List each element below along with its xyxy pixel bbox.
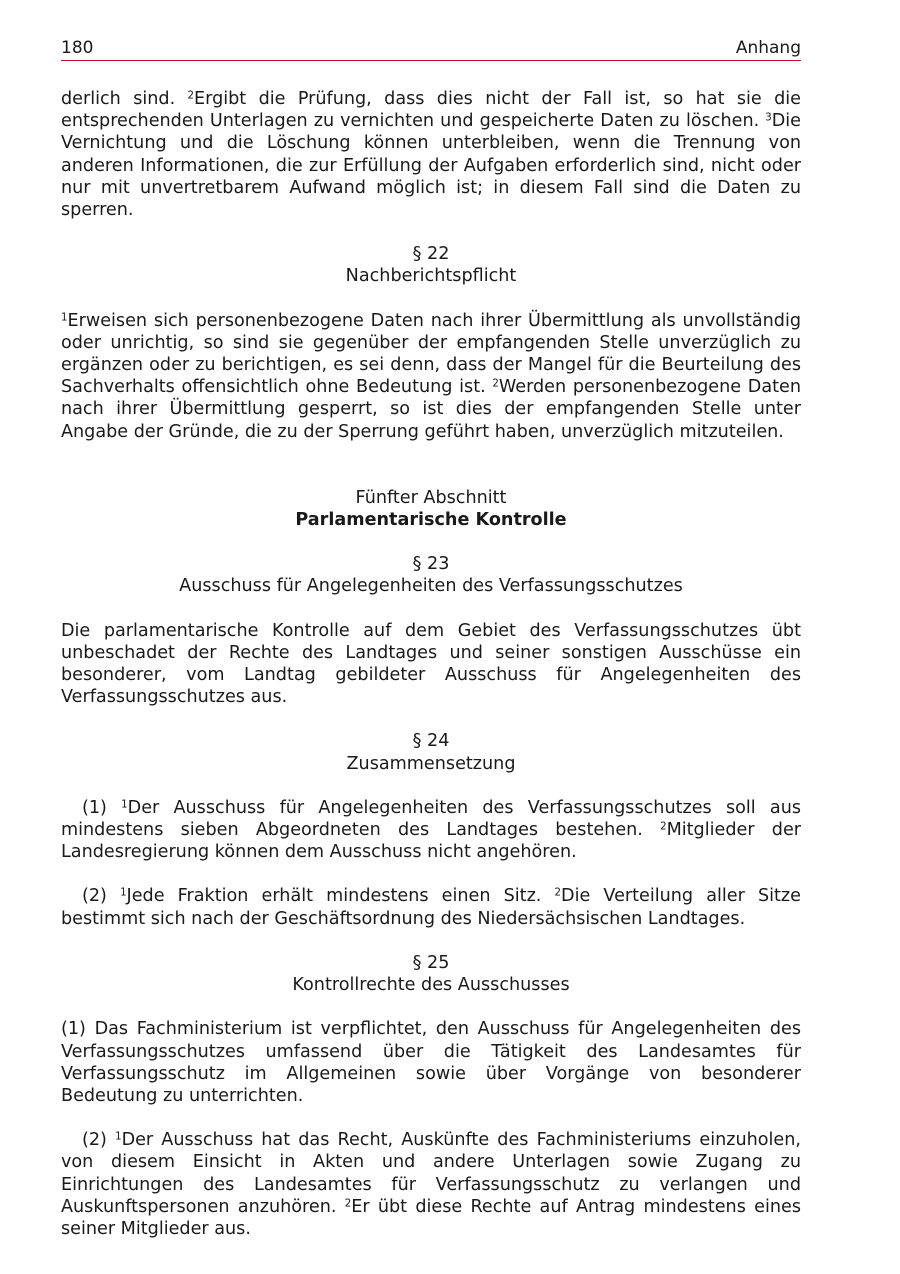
section-title-22: Nachberichtspflicht: [345, 266, 517, 287]
text-run: Die Vernichtung und die Löschung können unterbleiben, wenn die Trennung von anderen Informationen, die zur Erfüllung der Aufgaben erforderlich sind, nicht oder nur mit unvertretbarem Aufwand möglich ist; in diesem Fall sind die Daten zu sperren.: [61, 111, 801, 221]
page-header: [61, 38, 801, 61]
running-section-title: Anhang: [735, 38, 801, 58]
text-run: Jede Fraktion erhält mindestens einen Sitz.: [126, 886, 555, 907]
document-page: [61, 38, 801, 1240]
section-23-text: Die parlamentarische Kontrolle auf dem Gebiet des Verfassungsschutzes übt unbeschadet der Rechte des Landtages und seiner sonstigen Ausschüsse ein besonderer, vom Landtag gebildeter Ausschuss für Angelegenheiten des Verfassungsschutzes aus.: [61, 620, 801, 708]
section-25-paragraph-1: (1) Das Fachministerium ist verpflichtet, den Ausschuss für Angelegenheiten des Verfassungsschutzes umfassend über die Tätigkeit des Landesamtes für Verfassungsschutz im Allgemeinen sowie über Vorgänge von besonderer Bedeutung zu unterrichten.: [61, 1019, 801, 1106]
section-number-22: § 22: [412, 244, 450, 265]
paragraph-number: (2): [82, 1130, 116, 1151]
paragraph-continuation: [61, 88, 801, 221]
sentence-number: 2: [660, 821, 667, 833]
page-body: [61, 88, 801, 1240]
section-title-24: Zusammensetzung: [346, 753, 516, 774]
sentence-number: 2: [492, 378, 499, 390]
paragraph-number: (2): [82, 886, 121, 907]
section-number-24: § 24: [412, 731, 450, 752]
text-run: Werden personenbezogene Daten nach ihrer Übermittlung gesperrt, so ist dies der empfangenden Stelle unter Angabe der Gründe, die zu der Sperrung geführt haben, unverzüglich mitzuteilen.: [61, 377, 801, 442]
sentence-number: 2: [187, 90, 195, 102]
sentence-number: 3: [765, 112, 772, 124]
sentence-number: 2: [344, 1198, 352, 1210]
section-number-25: § 25: [412, 952, 450, 973]
text-run: Der Ausschuss für Angelegenheiten des Verfassungsschutzes soll aus mindestens sieben Abgeordneten des Landtages bestehen.: [61, 797, 802, 841]
section-25-paragraph-2: [61, 1129, 801, 1240]
chapter-label: Fünfter Abschnitt: [355, 487, 507, 508]
section-24-paragraph-2: [61, 885, 801, 929]
text-run: Er übt diese Rechte auf Antrag mindestens eines seiner Mitglieder aus.: [61, 1196, 801, 1239]
sentence-number: 1: [121, 799, 128, 811]
section-title-25: Kontrollrechte des Ausschusses: [292, 975, 570, 996]
text-run: Die Verteilung aller Sitze bestimmt sich nach der Geschäftsordnung des Niedersächsischen Landtages.: [61, 886, 801, 929]
text-run: Erweisen sich personenbezogene Daten nach ihrer Übermittlung als unvollständig oder unrichtig, so sind sie gegenüber der empfangenden Stelle unverzüglich zu ergänzen oder zu berichtigen, es sei denn, dass der Mangel für die Beurteilung des Sachverhalts offensichtlich ohne Bedeutung ist.: [61, 310, 801, 398]
text-run: Mitglieder der Landesregierung können dem Ausschuss nicht angehören.: [61, 820, 801, 863]
text-run: Ergibt die Prüfung, dass dies nicht der Fall ist, so hat sie die entsprechenden Unterlagen zu vernichten und gespeicherte Daten zu löschen.: [61, 89, 801, 132]
paragraph-number: (1): [82, 797, 122, 818]
section-title-23: Ausschuss für Angelegenheiten des Verfassungsschutzes: [179, 576, 683, 597]
text-run: Der Ausschuss hat das Recht, Auskünfte des Fachministeriums einzuholen, von diesem Einsicht in Akten und andere Unterlagen sowie Zugang zu Einrichtungen des Landesamtes für Verfassungsschutz zu verlangen und Auskunftspersonen anzuhören.: [61, 1130, 801, 1217]
sentence-number: 1: [61, 312, 68, 324]
sentence-number: 1: [115, 1131, 122, 1143]
page-number: 180: [61, 38, 94, 58]
sentence-number: 2: [554, 887, 562, 899]
text-run: derlich sind.: [61, 89, 188, 109]
section-24-paragraph-1: [61, 797, 801, 864]
sentence-number: 1: [120, 887, 127, 899]
section-number-23: § 23: [412, 554, 450, 575]
chapter-title: Parlamentarische Kontrolle: [295, 510, 567, 531]
section-22-text: [61, 310, 801, 443]
